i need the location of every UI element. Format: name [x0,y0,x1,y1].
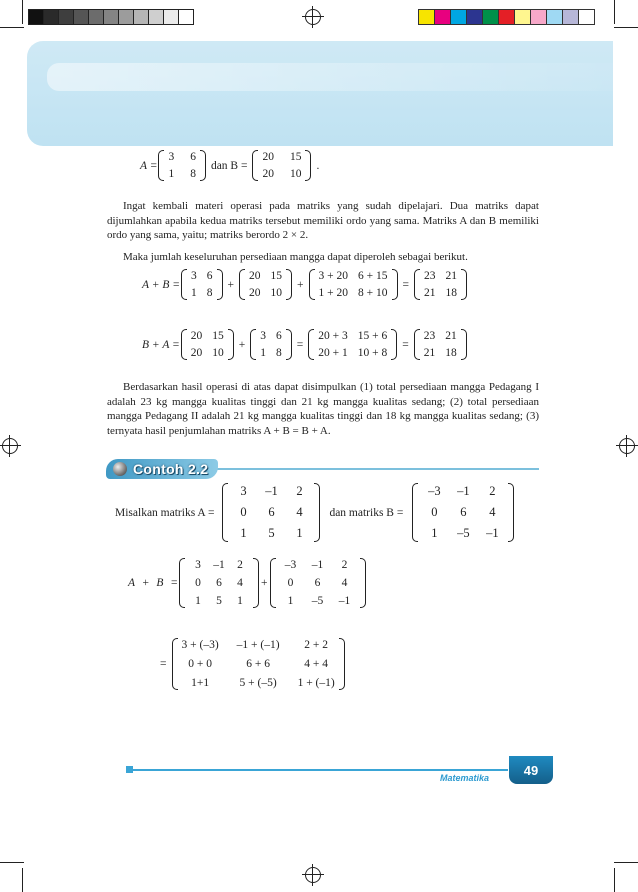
matrix-cell: 15 [289,151,302,163]
page-number-tab [509,756,553,784]
color-swatch [450,9,467,25]
gray-swatch [73,9,89,25]
crop-mark [614,862,638,863]
crop-mark [614,0,615,24]
example-sum-step [160,638,346,690]
crop-mark [0,862,24,863]
matrix-a [158,150,206,181]
gray-swatch [118,9,134,25]
matrix: 3 + 20 6 + 15 1 + 20 8 + 10 [309,269,398,300]
color-swatch [514,9,531,25]
footer-rule [130,769,508,771]
registration-mark-left-icon [2,438,18,454]
color-swatch [578,9,595,25]
footer-subject: Matematika [440,773,490,783]
page-number: 49 [523,762,539,778]
plus-sign: + [261,577,268,589]
matrix-cell: 1 [168,168,175,180]
grayscale-calibration-bar [28,9,193,25]
example-title: Contoh 2.2 [133,461,209,477]
registration-mark-right-icon [619,438,635,454]
matrix: 20 15 20 10 [239,269,292,300]
matrix-result: 23 21 21 18 [414,329,467,360]
equation-lhs: A + B = [128,577,178,589]
matrix-b [252,150,311,181]
example-matrix-definition [115,483,515,542]
color-swatch [546,9,563,25]
page-header-band [27,41,613,146]
matrix: 3 –1 2 0 6 4 1 5 1 [179,558,259,608]
matrix: 3 6 1 8 [181,269,223,300]
matrix-result: 23 21 21 18 [414,269,467,300]
plus-sign: + [297,278,304,291]
matrix-cell: 20 [262,168,274,180]
example-sum-equation [128,558,367,608]
equals-sign: = [296,338,304,351]
equation-lhs: A + B = [142,278,180,291]
crop-mark [614,27,638,28]
gray-swatch [133,9,149,25]
paragraph-kesimpulan: Berdasarkan hasil operasi di atas dapat disimpulkan (1) total persediaan mangga Pedagang I adalah 23 kg mangga kualitas tinggi dan 21 kg mangga kualitas sedang; (2) total persediaan mangga Pedagang II adalah 21 kg mangga kualitas tinggi dan 18 kg mangga kualitas sedang; (3) ternyata hasil penjumlahan matriks A + B = B + A. [107,381,539,437]
crop-mark [22,0,23,24]
crop-mark [0,27,24,28]
label-dan-matriks-b: dan matriks B = [329,506,404,519]
crop-mark [614,868,615,892]
matrix: –3 –1 2 0 6 4 1 –5 –1 [270,558,366,608]
gray-swatch [28,9,44,25]
equals-sign: = [160,658,167,670]
equation-lhs: B + A = [142,338,180,351]
intro-matrix-definition [140,150,323,181]
matrix-cell: 6 [190,151,196,163]
color-calibration-bar [418,9,594,25]
matrix: 20 + 3 15 + 6 20 + 1 10 + 8 [308,329,397,360]
registration-mark-bottom-icon [305,867,321,883]
matrix-cell: 8 [190,168,196,180]
matrix: 3 + (–3) –1 + (–1) 2 + 2 0 + 0 6 + 6 4 + 4 1+1 5 + (–5) 1 + (–1) [172,638,345,690]
gray-swatch [103,9,119,25]
color-swatch [530,9,547,25]
equation-a-plus-b [142,269,468,300]
matrix-a: 3 –1 2 0 6 4 1 5 1 [222,483,320,542]
color-swatch [498,9,515,25]
equation-b-plus-a [142,329,468,360]
matrix-cell: 20 [262,151,274,163]
equals-sign: = [402,338,409,351]
plus-sign: + [227,278,234,291]
color-swatch [418,9,435,25]
label-dan-b: dan B = [210,159,248,172]
color-swatch [466,9,483,25]
matrix: 3 6 1 8 [250,329,292,360]
globe-icon [113,462,127,476]
gray-swatch [88,9,104,25]
label-a: A = [140,159,158,172]
example-heading-badge [106,459,218,479]
color-swatch [482,9,499,25]
matrix-b: –3 –1 2 0 6 4 1 –5 –1 [412,483,514,542]
gray-swatch [58,9,74,25]
paragraph-jumlah: Maka jumlah keseluruhan persediaan mangga dapat diperoleh sebagai berikut. [123,251,468,263]
label-misalkan: Misalkan matriks A = [115,506,215,519]
gray-swatch [163,9,179,25]
gray-swatch [43,9,59,25]
plus-sign: + [238,338,246,351]
color-swatch [562,9,579,25]
crop-mark [22,868,23,892]
matrix-cell: 10 [289,168,302,180]
matrix: 20 15 20 10 [181,329,234,360]
paragraph-ordo: Ingat kembali materi operasi pada matriks yang sudah dipelajari. Dua matriks dapat dijumlahkan apabila kedua matriks tersebut memiliki ordo yang sama. Matriks A dan B memiliki ordo yang sama, yaitu; matriks berordo 2 × 2. [107,200,539,241]
gray-swatch [148,9,164,25]
registration-mark-top-icon [305,9,321,25]
gray-swatch [178,9,194,25]
color-swatch [434,9,451,25]
equals-sign: = [402,278,409,291]
period: . [316,159,320,172]
matrix-cell: 3 [168,151,175,163]
